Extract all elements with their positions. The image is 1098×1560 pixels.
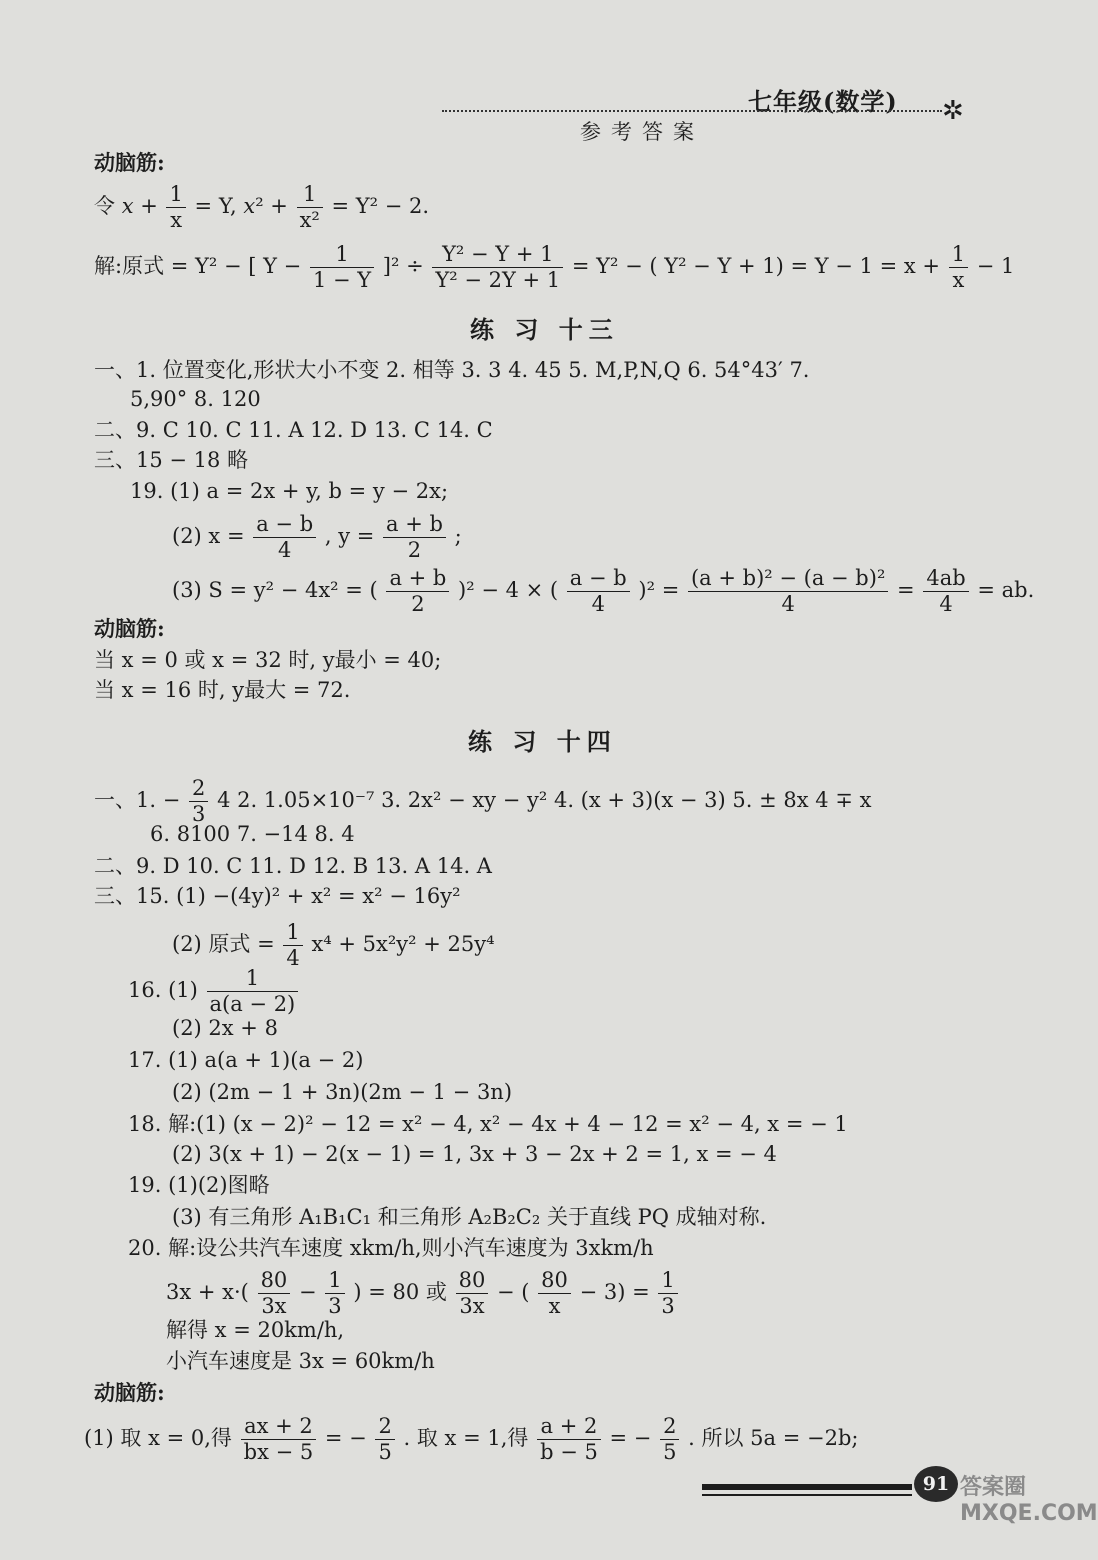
answer-line: 三、15 − 18 略 (94, 448, 249, 472)
answer-line: 二、9. D 10. C 11. D 12. B 13. A 14. A (94, 854, 492, 878)
answer-line: 16. (1) $\frac{1}{a(a - 2)}$ (128, 966, 300, 1017)
answer-line: 19. (1)(2)图略 (128, 1173, 270, 1197)
answer-line: (2) (2m − 1 + 3n)(2m − 1 − 3n) (172, 1080, 513, 1104)
answer-line: 20. 解:设公共汽车速度 xkm/h,则小汽车速度为 3xkm/h (128, 1236, 654, 1260)
answer-line: (2) x = $\frac{a - b}{4}$ , y = $\frac{a + b}{2}$ ; (172, 512, 462, 563)
answer-line: 三、15. (1) −(4y)² + x² = x² − 16y² (94, 884, 461, 908)
answer-line: (2) 2x + 8 (172, 1016, 278, 1040)
answer-line: 解得 x = 20km/h, (166, 1318, 345, 1342)
answer-line: 18. 解:(1) (x − 2)² − 12 = x² − 4, x² − 4x + 4 − 12 = x² − 4, x = − 1 (128, 1112, 848, 1136)
substitution-line: 令 x + $\frac{1}{x}$ = Y, x² + $\frac{1}{\text{x²}}$ = Y² − 2. (94, 182, 430, 233)
header-dotted-line (442, 110, 942, 112)
brain-teaser-heading: 动脑筋: (94, 1380, 165, 1405)
watermark: 答案圈 MXQE.COM (960, 1475, 1098, 1526)
star-icon: ✲ (942, 96, 964, 126)
footer-bar (702, 1484, 912, 1490)
answer-line: (2) 原式 = $\frac{1}{4}$ x⁴ + 5x²y² + 25y⁴ (172, 920, 495, 971)
answer-line: (3) S = y² − 4x² = ( $\frac{a + b}{2}$ )² − 4 × ( $\frac{a - b}{4}$ )² = $\frac{\text{(a + b)² − (a − b)²}}{4}$ = $\frac{4ab}{4}$ = ab. (172, 566, 1035, 617)
answer-line: 一、1. 位置变化,形状大小不变 2. 相等 3. 3 4. 45 5. M,P,N,Q 6. 54°43′ 7. (94, 358, 810, 382)
section-title-13: 练 习 十三 (470, 315, 619, 344)
solution-line: 解:原式 = Y² − [ Y − $\frac{1}{1 - Y}$ ]² ÷ $\frac{\text{Y² − Y + 1}}{\text{Y² − 2Y + 1}}$ = Y² − ( Y² − Y + 1) = Y − 1 = x + $\frac{1}{x}$ − 1 (94, 242, 1015, 293)
answer-line: (1) 取 x = 0,得 $\frac{ax + 2}{bx - 5}$ = − $\frac{2}{5}$ . 取 x = 1,得 $\frac{a + 2}{b - 5}$ = − $\frac{2}{5}$ . 所以 5a = −2b; (84, 1414, 859, 1465)
brain-teaser-heading: 动脑筋: (94, 150, 165, 175)
answer-line: (3) 有三角形 A₁B₁C₁ 和三角形 A₂B₂C₂ 关于直线 PQ 成轴对称. (172, 1205, 767, 1229)
answer-line: 19. (1) a = 2x + y, b = y − 2x; (130, 479, 449, 503)
answer-line: 一、1. − $\frac{2}{3}$ 4 2. 1.05×10⁻⁷ 3. 2x² − xy − y² 4. (x + 3)(x − 3) 5. ± 8x 4 ∓ x (94, 776, 872, 827)
answer-line: 小汽车速度是 3x = 60km/h (166, 1349, 435, 1373)
answer-line: (2) 3(x + 1) − 2(x − 1) = 1, 3x + 3 − 2x + 2 = 1, x = − 4 (172, 1142, 777, 1166)
page-number: 91 (914, 1466, 958, 1502)
answer-line: 3x + x·( $\frac{80}{3x}$ − $\frac{1}{3}$ ) = 80 或 $\frac{80}{3x}$ − ( $\frac{80}{x}$ − 3) = $\frac{1}{3}$ (166, 1268, 680, 1319)
section-title-14: 练 习 十四 (468, 727, 617, 756)
answer-line: 当 x = 16 时, y最大 = 72. (94, 678, 351, 702)
answer-line: 17. (1) a(a + 1)(a − 2) (128, 1048, 364, 1072)
brain-teaser-heading: 动脑筋: (94, 616, 165, 641)
answer-line: 二、9. C 10. C 11. A 12. D 13. C 14. C (94, 418, 493, 442)
answer-line: 6. 8100 7. −14 8. 4 (150, 822, 355, 846)
footer-bar-thin (702, 1494, 912, 1496)
header-title: 七年级(数学) (748, 87, 898, 116)
answer-line: 5,90° 8. 120 (130, 387, 261, 411)
answer-line: 当 x = 0 或 x = 32 时, y最小 = 40; (94, 648, 442, 672)
header-subtitle: 参考答案 (580, 120, 704, 144)
